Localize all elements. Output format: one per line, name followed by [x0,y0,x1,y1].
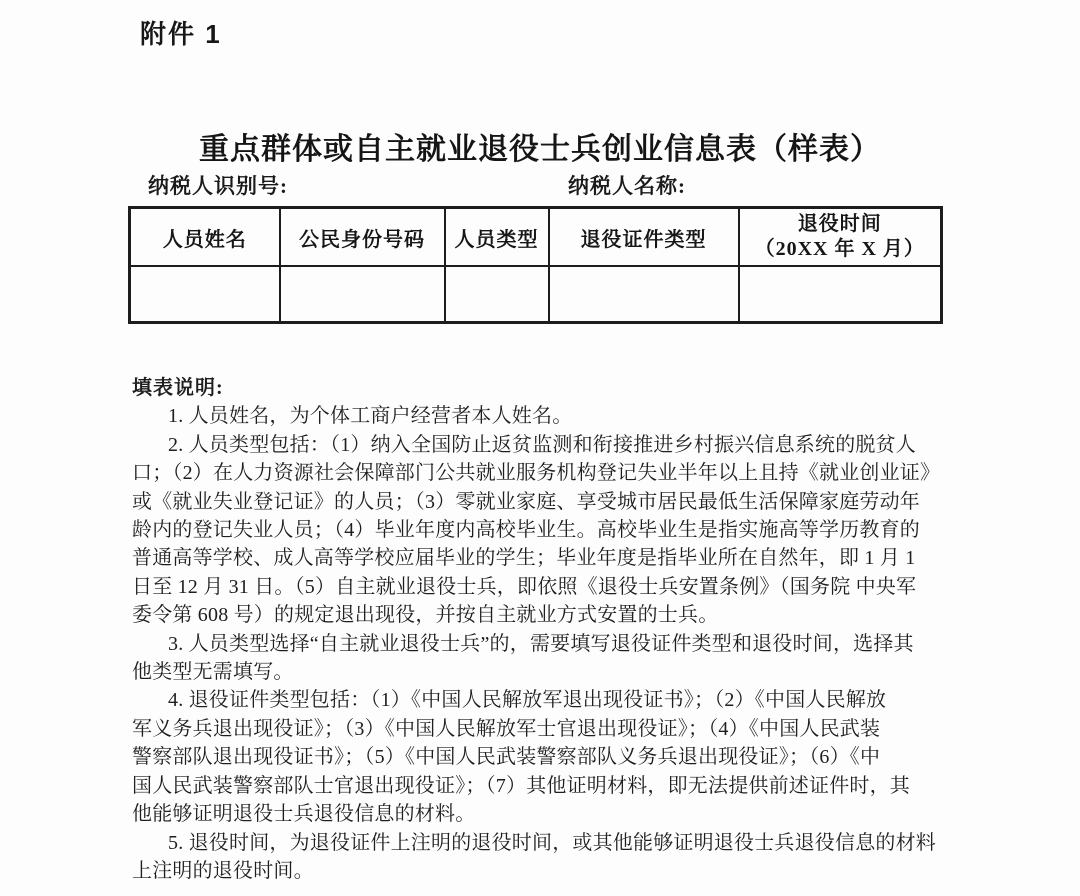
note-line-17: 上注明的退役时间。 [132,859,314,882]
note-line-11: 4. 退役证件类型包括：（1）《中国人民解放军退出现役证书》；（2）《中国人民解放 [168,689,887,712]
notes-heading: 填表说明: [132,377,224,399]
note-line-5: 龄内的登记失业人员；（4）毕业年度内高校毕业生。高校毕业生是指实施高等学历教育的 [132,519,920,542]
table-header-row [130,208,942,267]
note-line-7: 日至 12 月 31 日。（5）自主就业退役士兵，即依照《退役士兵安置条例》（国务院 中央军 [132,575,917,598]
note-line-10: 他类型无需填写。 [132,661,294,684]
note-line-9: 3. 人员类型选择“自主就业退役士兵”的，需要填写退役证件类型和退役时间，选择其 [168,632,914,655]
note-line-2: 2. 人员类型包括：（1）纳入全国防止返贫监测和衔接推进乡村振兴信息系统的脱贫人 [168,433,916,456]
note-line-6: 普通高等学校、成人高等学校应届毕业的学生；毕业年度是指毕业所在自然年，即 1 月 1 [132,547,916,570]
col-header-retire-time [739,208,942,267]
cell-citizen-id [280,266,445,323]
note-line-4: 或《就业失业登记证》的人员；（3）零就业家庭、享受城市居民最低生活保障家庭劳动年 [132,490,920,513]
note-line-14: 国人民武装警察部队士官退出现役证》；（7）其他证明材料，即无法提供前述证件时，其 [132,774,910,797]
col-header-person-type: 人员类型 [445,208,549,267]
col-header-certificate-type: 退役证件类型 [549,208,739,267]
note-line-16: 5. 退役时间，为退役证件上注明的退役时间，或其他能够证明退役士兵退役信息的材料 [168,831,936,854]
note-line-8: 委令第 608 号）的规定退出现役，并按自主就业方式安置的士兵。 [132,604,719,627]
document-title: 重点群体或自主就业退役士兵创业信息表（样表） [199,133,881,166]
note-line-3: 口；（2）在人力资源社会保障部门公共就业服务机构登记失业半年以上且持《就业创业证》 [132,462,941,485]
note-line-1: 1. 人员姓名，为个体工商户经营者本人姓名。 [168,405,573,428]
veteran-info-table [128,206,943,324]
attachment-label: 附件 1 [140,19,222,49]
note-line-13: 警察部队退出现役证书》；（5）《中国人民武装警察部队义务兵退出现役证》；（6）《中 [132,746,881,769]
col-header-person-name: 人员姓名 [130,208,280,267]
taxpayer-id-label: 纳税人识别号: [148,174,288,198]
taxpayer-name-label: 纳税人名称: [568,174,686,198]
retire-time-header-line2: （20XX 年 X 月） [754,238,925,260]
cell-person-type [445,266,549,323]
note-line-12: 军义务兵退出现役证》；（3）《中国人民解放军士官退出现役证》；（4）《中国人民武装 [132,717,881,740]
retire-time-header-line1: 退役时间 [797,213,882,235]
note-line-15: 他能够证明退役士兵退役信息的材料。 [132,803,476,826]
cell-person-name [130,266,280,323]
table-row [130,266,942,323]
form-notes [132,374,941,885]
cell-retire-time [739,266,942,323]
cell-certificate-type [549,266,739,323]
col-header-citizen-id: 公民身份号码 [280,208,445,267]
